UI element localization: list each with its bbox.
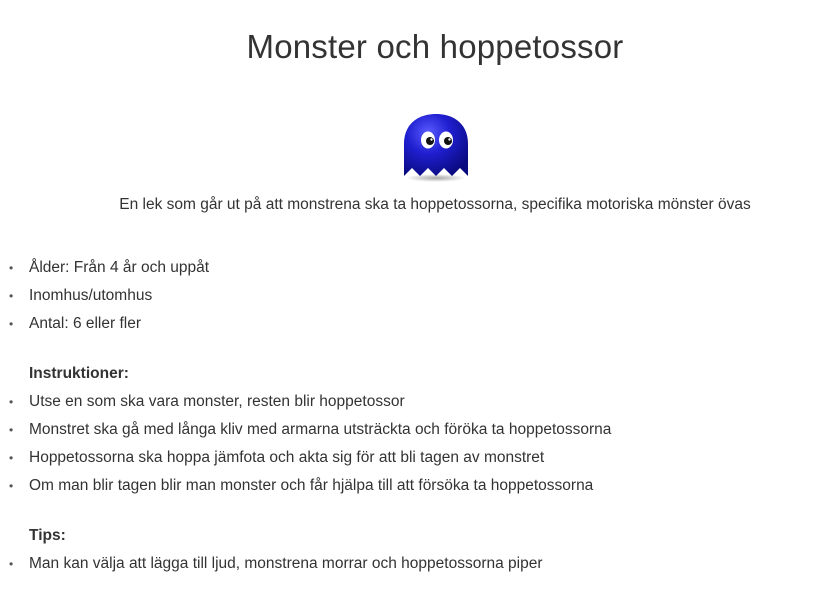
list-item (0, 310, 209, 338)
bullet: • (9, 423, 14, 437)
bullet: • (9, 289, 14, 303)
instructions-heading: Instruktioner: (29, 365, 129, 382)
instruction-text: Monstret ska gå med långa kliv med armarna utsträckta och föröka ta hoppetossorna (29, 421, 612, 438)
bullet: • (9, 395, 14, 409)
ghost-monster-icon (398, 108, 474, 184)
instruction-text: Hoppetossorna ska hoppa jämfota och akta sig för att bli tagen av monstret (29, 449, 545, 466)
list-item (0, 550, 543, 578)
instructions-list (0, 388, 611, 500)
tip-text: Man kan välja att lägga till ljud, monstrena morrar och hoppetossorna piper (29, 555, 543, 572)
list-item (0, 282, 209, 310)
fact-age: Ålder: Från 4 år och uppåt (29, 259, 210, 276)
intro-text: En lek som går ut på att monstrena ska ta hoppetossorna, specifika motoriska mönster övas (119, 196, 751, 213)
bullet: • (9, 479, 14, 493)
fact-count: Antal: 6 eller fler (29, 315, 141, 332)
list-item (0, 472, 611, 500)
list-item (0, 444, 611, 472)
instruction-text: Utse en som ska vara monster, resten blir hoppetossor (29, 393, 405, 410)
bullet: • (9, 317, 14, 331)
list-item (0, 388, 611, 416)
page-title: Monster och hoppetossor (246, 28, 624, 65)
fact-location: Inomhus/utomhus (29, 287, 153, 304)
bullet: • (9, 451, 14, 465)
tips-list (0, 550, 543, 578)
tips-heading: Tips: (29, 527, 66, 544)
list-item (0, 416, 611, 444)
list-item (0, 254, 209, 282)
bullet: • (9, 557, 14, 571)
facts-list (0, 254, 209, 338)
instruction-text: Om man blir tagen blir man monster och får hjälpa till att försöka ta hoppetossorna (29, 477, 594, 494)
bullet: • (9, 261, 14, 275)
